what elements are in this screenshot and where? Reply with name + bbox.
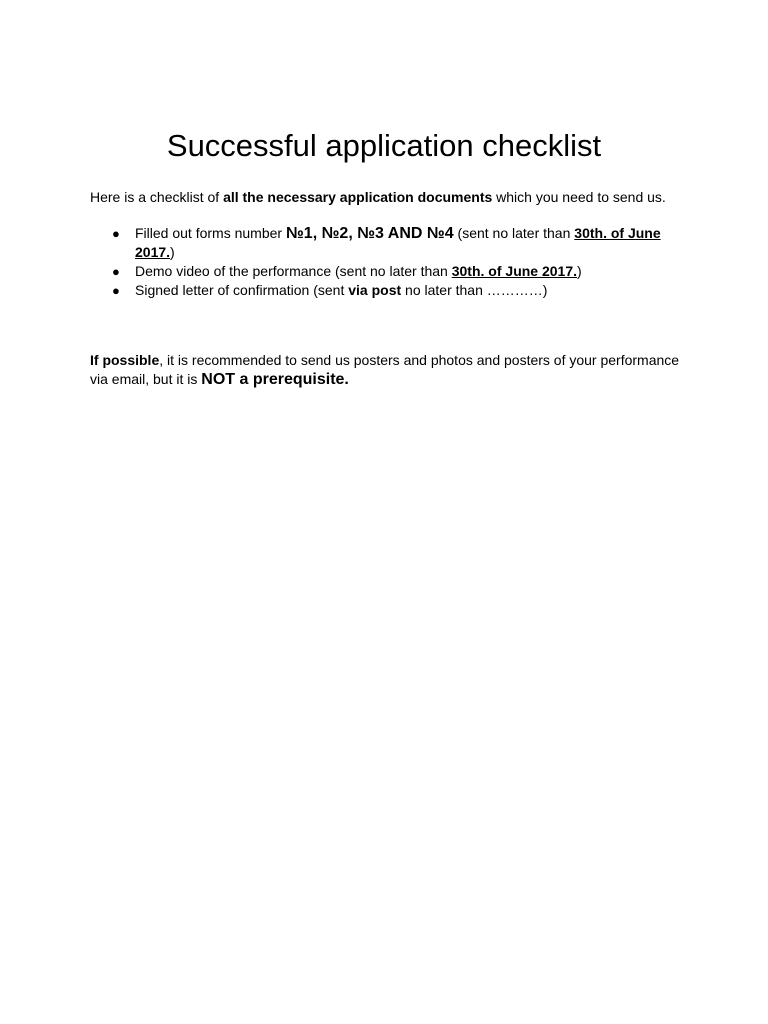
intro-text: Here is a checklist of	[90, 189, 224, 205]
delivery-method: via post	[348, 282, 402, 298]
form-numbers: №1, №2, №3 AND №4	[285, 225, 454, 242]
note-text: , it is recommended to send us posters and photos and posters of your performance via email, but it is	[90, 352, 680, 387]
bullet-icon: ●	[112, 226, 120, 241]
deadline-date: 30th. of June 2017.	[451, 263, 578, 279]
item-text-end: )	[577, 263, 582, 279]
deadline-date: 30th. of June 2017.	[135, 225, 661, 260]
bullet-icon: ●	[112, 283, 120, 298]
list-item	[90, 281, 690, 300]
item-text: Signed letter of confirmation (sent	[135, 282, 349, 298]
note-prerequisite: NOT a prerequisite.	[201, 371, 349, 388]
checklist	[90, 224, 690, 300]
intro-text-end: which you need to send us.	[492, 189, 666, 205]
item-text-end: )	[170, 244, 175, 260]
note-emphasis: If possible	[90, 352, 160, 368]
intro-paragraph	[90, 188, 690, 206]
item-text-mid: (sent no later than	[453, 225, 575, 241]
item-text-end: no later than …………)	[401, 282, 548, 298]
intro-emphasis: all the necessary application documents	[223, 189, 493, 205]
list-item	[90, 262, 690, 281]
note-paragraph	[90, 351, 690, 389]
page-title: Successful application checklist	[166, 128, 602, 163]
list-item	[90, 224, 690, 262]
bullet-icon: ●	[112, 264, 120, 279]
item-text: Filled out forms number	[135, 225, 286, 241]
item-text: Demo video of the performance (sent no later than	[135, 263, 452, 279]
